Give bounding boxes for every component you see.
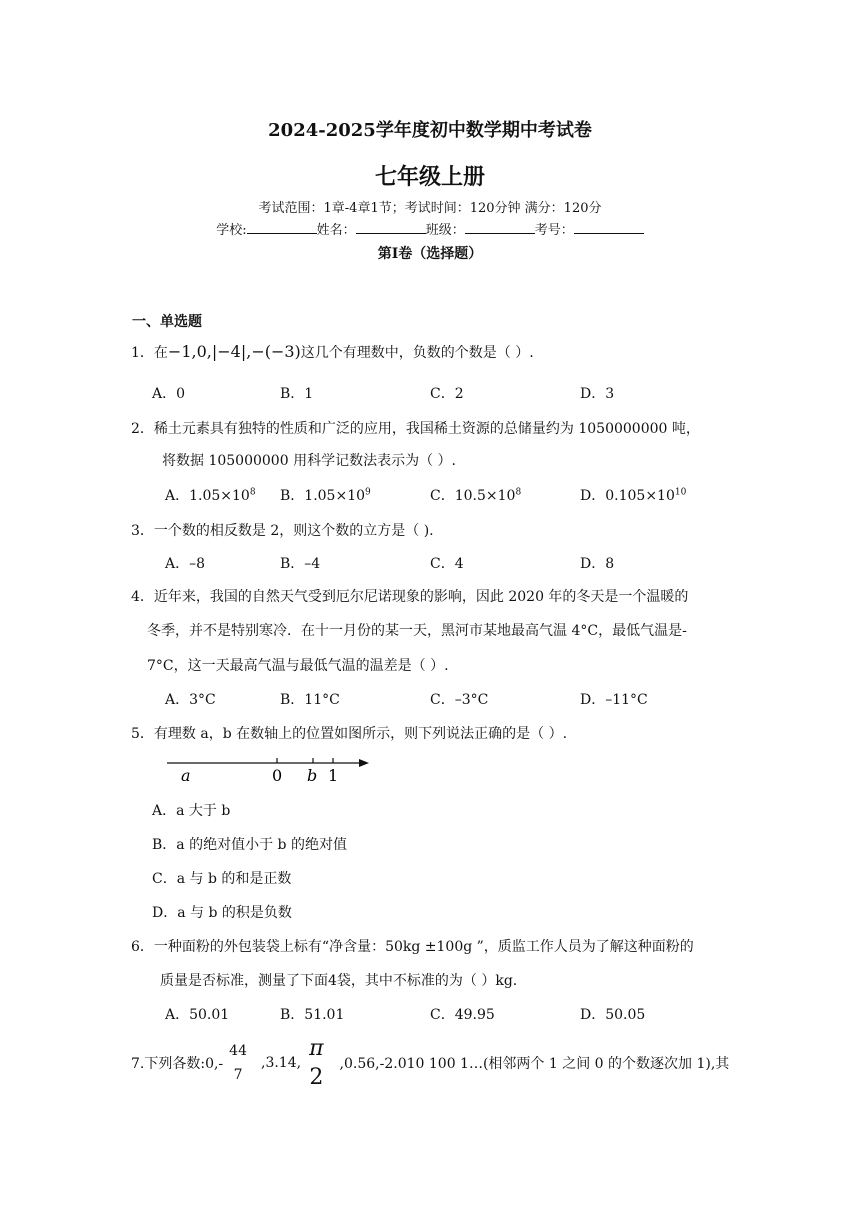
label-b: b	[307, 766, 318, 785]
q4-line2: 冬季，并不是特别寒冷．在十一月份的某一天，黑河市某地最高气温 4°C，最低气温是-	[147, 623, 687, 639]
q7-prefix: 7.下列各数:0,-	[131, 1056, 224, 1072]
q3-option-b[interactable]: B．–4	[280, 556, 321, 572]
exam-title: 2024-2025学年度初中数学期中考试卷	[268, 120, 592, 141]
q5-option-d[interactable]: D．a 与 b 的积是负数	[152, 905, 292, 921]
q6-option-c[interactable]: C．49.95	[430, 1007, 495, 1023]
q2-option-d-label: D．	[580, 488, 606, 504]
label-a: a	[181, 766, 191, 785]
exam-subtitle: 七年级上册	[374, 164, 485, 190]
student-info-line	[0, 219, 860, 238]
q1-option-a[interactable]: A．0	[152, 386, 186, 402]
question-3: 3．一个数的相反数是 2，则这个数的立方是（ ).	[131, 523, 434, 539]
exam-meta: 考试范围：1章-4章1节；考试时间：120分钟 满分：120分	[258, 201, 602, 216]
q4-line1: 4．近年来，我国的自然天气受到厄尔尼诺现象的影响，因此 2020 年的冬天是一个温暖的	[131, 589, 689, 605]
q1-suffix: 这几个有理数中，负数的个数是（ ）.	[300, 345, 534, 361]
question-5: 5．有理数 a，b 在数轴上的位置如图所示，则下列说法正确的是（ ）.	[131, 726, 568, 742]
q7-frac1-denominator: 7	[233, 1067, 243, 1083]
q6-option-d[interactable]: D．50.05	[580, 1007, 646, 1023]
class-field[interactable]	[465, 221, 535, 234]
id-field[interactable]	[574, 221, 644, 234]
q6-option-a[interactable]: A．50.01	[165, 1007, 230, 1023]
q5-option-a[interactable]: A．a 大于 b	[152, 803, 231, 819]
q2-option-d-base: 0.105×10	[605, 488, 675, 504]
q3-option-c[interactable]: C．4	[430, 556, 464, 572]
q2-line1: 2．稀土元素具有独特的性质和广泛的应用，我国稀土资源的总储量约为 1050000000 吨，	[131, 421, 700, 437]
q5-option-b[interactable]: B．a 的绝对值小于 b 的绝对值	[152, 837, 347, 853]
school-field[interactable]	[247, 221, 317, 234]
q2-option-c-exp: 8	[515, 487, 522, 498]
q5-option-c[interactable]: C．a 与 b 的和是正数	[152, 871, 292, 887]
q2-option-d[interactable]	[580, 485, 686, 505]
q3-option-a[interactable]: A．–8	[165, 556, 206, 572]
q2-option-c-label: C．	[430, 488, 455, 504]
q6-option-b[interactable]: B．51.01	[280, 1007, 345, 1023]
name-field[interactable]	[356, 221, 426, 234]
q7-suffix: ,0.56,-2.010 100 1…(相邻两个 1 之间 0 的个数逐次加 1),其	[339, 1056, 730, 1072]
class-label: 班级：	[425, 223, 465, 238]
section-heading: 一、单选题	[132, 314, 202, 330]
q2-option-c-base: 10.5×10	[454, 488, 516, 504]
id-label: 考号：	[534, 223, 574, 238]
q2-option-a-label: A．	[165, 488, 190, 504]
number-line-arrow	[359, 759, 369, 767]
q6-line2: 质量是否标准，测量了下面4袋，其中不标准的为（ ）kg.	[160, 973, 518, 989]
q7-frac1-numerator: 44	[229, 1043, 247, 1059]
q7-mid: ,3.14,	[261, 1055, 302, 1071]
q3-option-d[interactable]: D．8	[580, 556, 615, 572]
q4-option-d[interactable]: D．–11°C	[580, 692, 648, 708]
question-1	[131, 342, 534, 362]
q2-option-b-exp: 9	[365, 487, 371, 498]
number-line-figure	[165, 754, 375, 788]
q2-option-a-base: 1.05×10	[189, 488, 250, 504]
q4-option-c[interactable]: C．–3°C	[430, 692, 489, 708]
q1-option-d[interactable]: D．3	[580, 386, 615, 402]
q7-frac2-numerator: π	[309, 1036, 324, 1061]
q1-option-c[interactable]: C．2	[430, 386, 464, 402]
q2-option-a-exp: 8	[249, 487, 256, 498]
q2-option-b-label: B．	[280, 488, 305, 504]
q1-expression: −1,0,|−4|,−(−3)	[167, 342, 301, 361]
q1-prefix: 1．在	[131, 345, 168, 361]
label-one: 1	[328, 766, 339, 785]
q2-option-b-base: 1.05×10	[304, 488, 366, 504]
q4-line3: 7°C，这一天最高气温与最低气温的温差是（ ）.	[147, 658, 449, 674]
q4-option-b[interactable]: B．11°C	[280, 692, 340, 708]
q2-line2: 将数据 105000000 用科学记数法表示为（ ）.	[162, 453, 456, 469]
q7-frac2-denominator: 2	[309, 1065, 324, 1090]
q4-option-a[interactable]: A．3°C	[165, 692, 216, 708]
q7-fraction-44-7	[229, 1043, 247, 1083]
volume-title: 第Ⅰ卷（选择题）	[377, 246, 483, 262]
name-label: 姓名：	[316, 223, 356, 238]
school-label: 学校:	[216, 223, 247, 238]
q1-option-b[interactable]: B．1	[280, 386, 314, 402]
q7-fraction-pi-2	[309, 1036, 323, 1090]
question-7	[131, 1036, 729, 1090]
q2-option-d-exp: 10	[674, 487, 687, 498]
q2-option-b[interactable]	[280, 485, 371, 505]
q2-option-c[interactable]	[430, 485, 521, 505]
q6-line1: 6．一种面粉的外包装袋上标有“净含量：50kg ±100g ”，质监工作人员为了解这种面粉的	[131, 939, 694, 955]
q2-option-a[interactable]	[165, 485, 256, 505]
label-zero: 0	[272, 766, 283, 785]
